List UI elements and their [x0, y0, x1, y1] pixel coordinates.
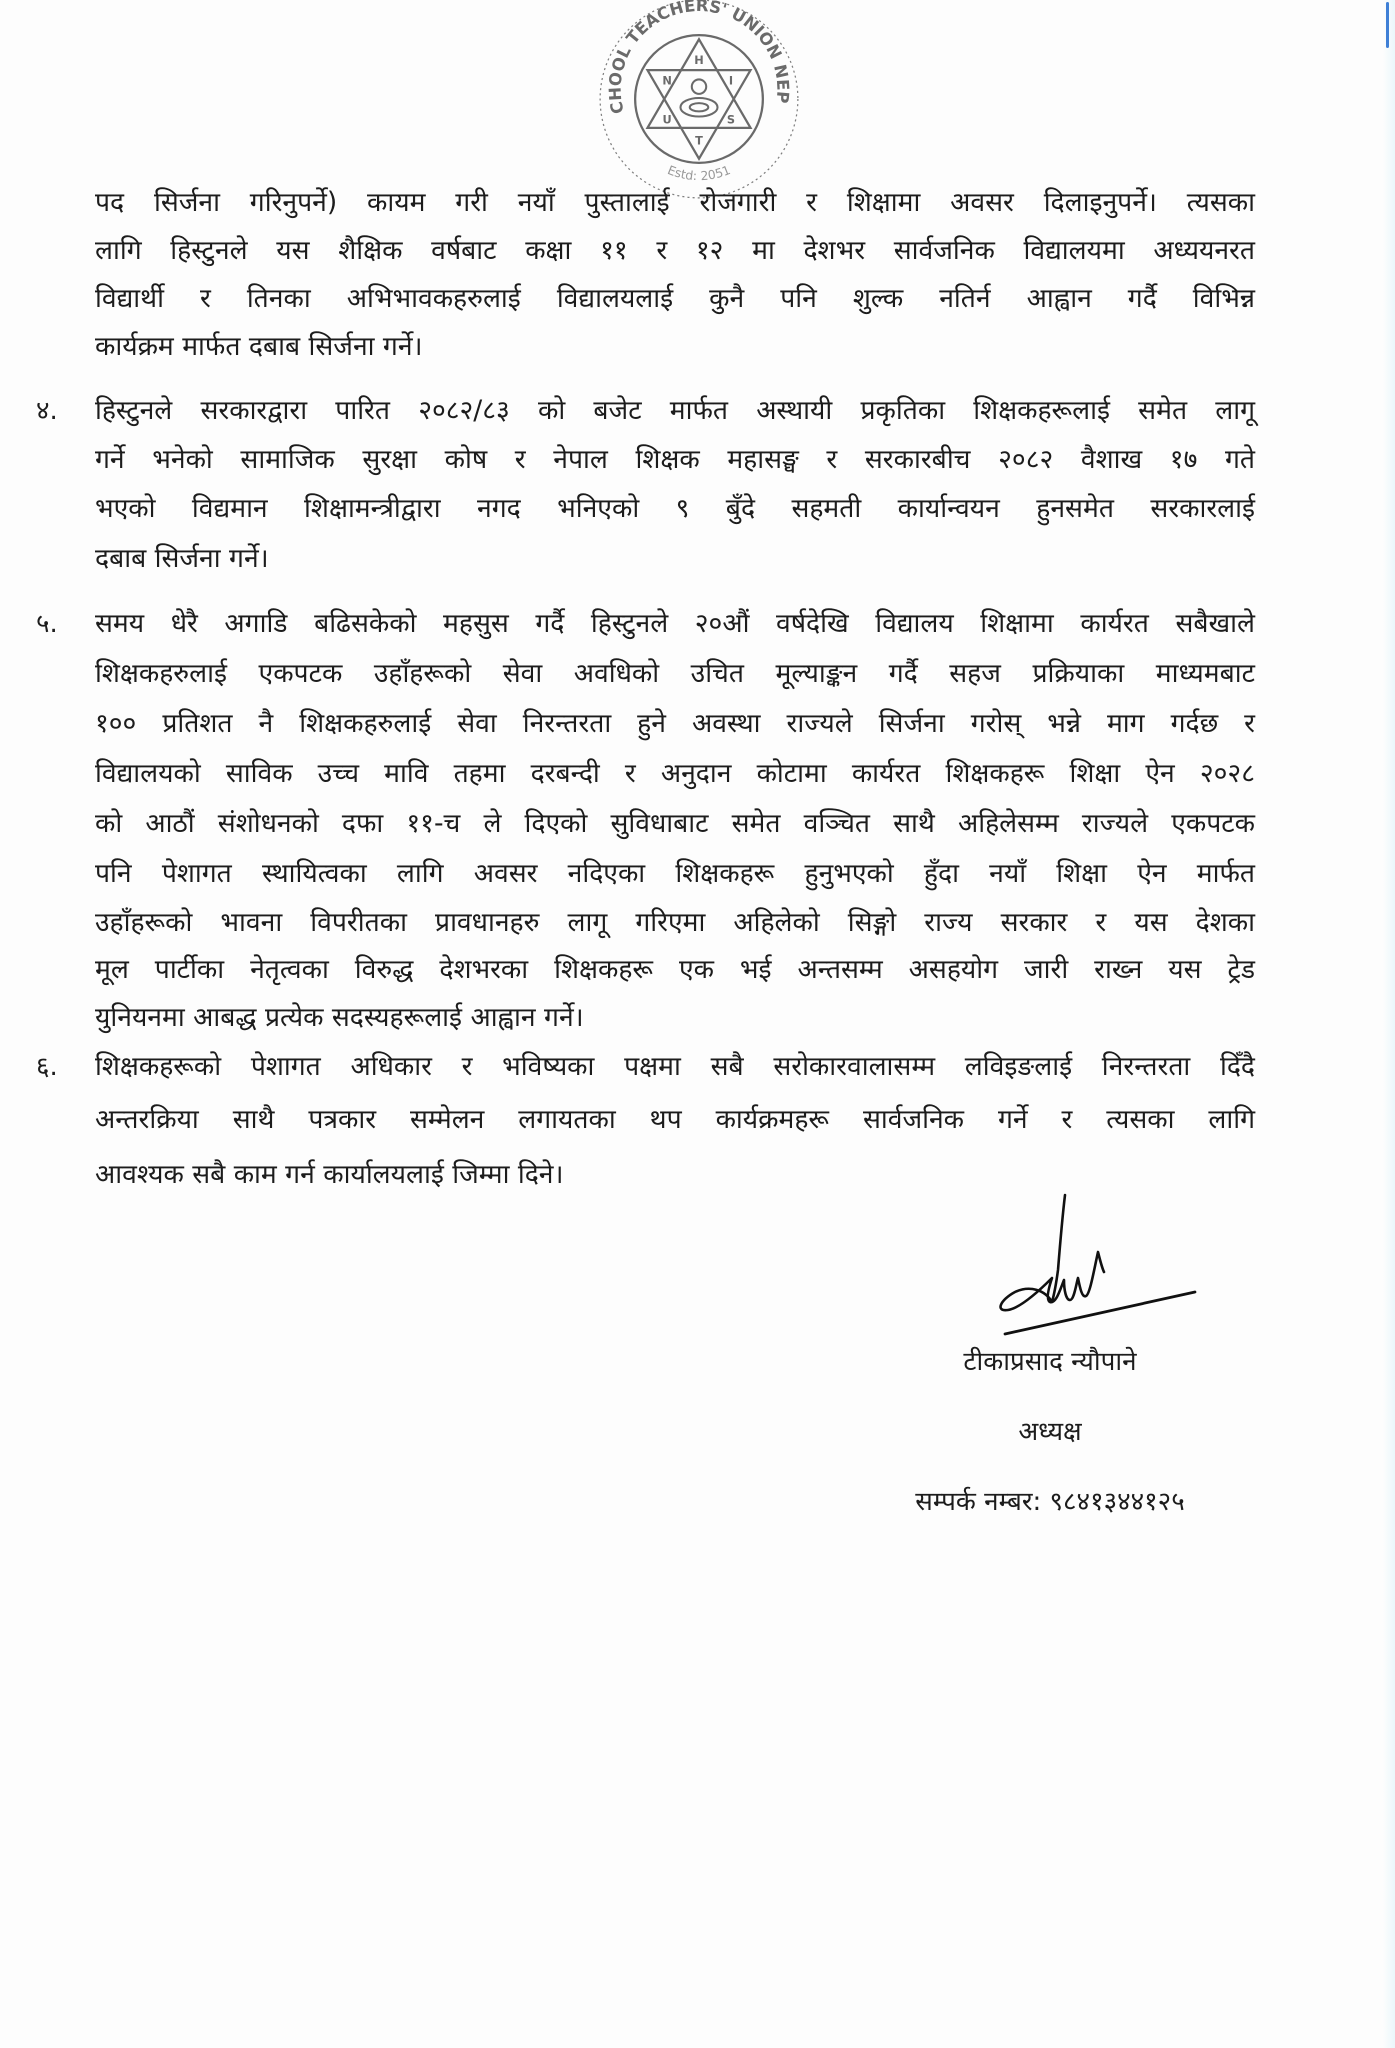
- text-line: विद्यालयको साविक उच्च मावि तहमा दरबन्दी र अनुदान कोटामा कार्यरत शिक्षकहरू शिक्षा ऐन २०२८: [95, 758, 1255, 789]
- page-edge-tint: [1383, 0, 1395, 2048]
- seal-center-emblem: [680, 79, 717, 116]
- text-line: शिक्षकहरूको पेशागत अधिकार र भविष्यका पक्षमा सबै सरोकारवालासम्म लविइङलाई निरन्तरता दिँदै: [95, 1051, 1255, 1082]
- text-line: १०० प्रतिशत नै शिक्षकहरुलाई सेवा निरन्तरता हुने अवस्था राज्यले सिर्जना गरोस् भन्ने माग गर्दछ र: [95, 708, 1255, 739]
- text-line: विद्यार्थी र तिनका अभिभावकहरुलाई विद्यालयलाई कुनै पनि शुल्क नतिर्न आह्वान गर्दै विभिन्न: [95, 283, 1255, 314]
- text-line: पद सिर्जना गरिनुपर्ने) कायम गरी नयाँ पुस्तालाई रोजगारी र शिक्षामा अवसर दिलाइनुपर्ने। त्यसका: [95, 187, 1255, 218]
- text-line: को आठौं संशोधनको दफा ११-च ले दिएको सुविधाबाट समेत वञ्चित साथै अहिलेसम्म राज्यले एकपटक: [95, 808, 1255, 839]
- text-line: पनि पेशागत स्थायित्वका लागि अवसर नदिएका शिक्षकहरू हुनुभएको हुँदा नयाँ शिक्षा ऐन मार्फत: [95, 858, 1255, 889]
- text-line: हिस्टुनले सरकारद्वारा पारित २०८२/८३ को बजेट मार्फत अस्थायी प्रकृतिका शिक्षकहरूलाई समेत लागू: [95, 395, 1255, 426]
- seal-star-letter: N: [662, 73, 672, 88]
- seal-text-top: CHOOL TEACHERS' UNION NEP: [605, 0, 793, 116]
- text-line: लागि हिस्टुनले यस शैक्षिक वर्षबाट कक्षा ११ र १२ मा देशभर सार्वजनिक विद्यालयमा अध्ययनरत: [95, 235, 1255, 266]
- text-line: कार्यक्रम मार्फत दबाब सिर्जना गर्ने।: [95, 331, 423, 362]
- seal-star-letter: H: [694, 52, 704, 67]
- signatory-name: टीकाप्रसाद न्यौपाने: [963, 1347, 1137, 1377]
- text-line: शिक्षकहरुलाई एकपटक उहाँहरूको सेवा अवधिको उचित मूल्याङ्कन गर्दै सहज प्रक्रियाका माध्यमबाट: [95, 658, 1255, 689]
- signatory-title: अध्यक्ष: [1018, 1417, 1082, 1447]
- text-line: अन्तरक्रिया साथै पत्रकार सम्मेलन लगायतका थप कार्यक्रमहरू सार्वजनिक गर्ने र त्यसका लागि: [95, 1104, 1255, 1135]
- item-number: ५.: [36, 609, 58, 639]
- seal-star-letter: S: [726, 112, 736, 127]
- item-number: ६.: [36, 1052, 58, 1082]
- seal-star-letter: U: [662, 112, 672, 127]
- text-line: समय धेरै अगाडि बढिसकेको महसुस गर्दै हिस्टुनले २०औं वर्षदेखि विद्यालय शिक्षामा कार्यरत सबैखाले: [95, 608, 1255, 639]
- text-line: आवश्यक सबै काम गर्न कार्यालयलाई जिम्मा दिने।: [95, 1159, 564, 1190]
- text-line: उहाँहरूको भावना विपरीतका प्रावधानहरु लागू गरिएमा अहिलेको सिङ्गो राज्य सरकार र यस देशका: [95, 907, 1255, 938]
- text-line: दबाब सिर्जना गर्ने।: [95, 543, 269, 574]
- union-seal: [596, 0, 802, 202]
- text-line: मूल पार्टीका नेतृत्वका विरुद्ध देशभरका शिक्षकहरू एक भई अन्तसम्म असहयोग जारी राख्न यस ट्रेड: [95, 954, 1255, 985]
- scan-edge-mark: [1386, 2, 1389, 48]
- text-line: भएको विद्यमान शिक्षामन्त्रीद्वारा नगद भनिएको ९ बुँदे सहमती कार्यान्वयन हुनसमेत सरकारलाई: [95, 493, 1255, 524]
- handwritten-signature: [990, 1190, 1210, 1350]
- item-number: ४.: [36, 396, 58, 426]
- signatory-contact: सम्पर्क नम्बर: ९८४१३४४१२५: [915, 1487, 1185, 1517]
- seal-text-bottom: Estd: 2051: [665, 162, 733, 184]
- seal-star-letter: T: [695, 133, 703, 148]
- seal-star-letter: I: [728, 73, 734, 88]
- text-line: युनियनमा आबद्ध प्रत्येक सदस्यहरूलाई आह्वान गर्ने।: [95, 1002, 584, 1033]
- text-line: गर्ने भनेको सामाजिक सुरक्षा कोष र नेपाल शिक्षक महासङ्घ र सरकारबीच २०८२ वैशाख १७ गते: [95, 444, 1255, 475]
